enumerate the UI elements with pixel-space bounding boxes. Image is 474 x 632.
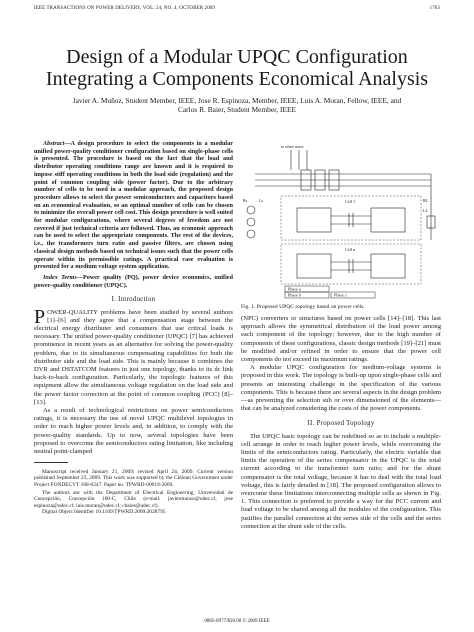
intro-paragraph-1-text: OWER-QUALITY problems have been studied by several authors [1]–[6] and they agree that a compensation stage between the electrical energy distributer and consumers that use critical loads is necessary. The unified power-quality conditioner (UPQC) [7] has achieved prominence in recent years as an alternative for solving the power-quality problem, due to its simultaneous compensating capabilities for both the distributor side and the load side. This is mainly because it combines the DVR and DSTATCOM features in just one topology, thanks to its dc link back-to-back configuration. Particularly, the topologic features of this equipment allow the simultaneous voltage regulation on the load side and the power factor correction at the point of common coupling (PCC) [8]–[13]. xyxy=(34,308,233,406)
label-rl: RL xyxy=(423,198,429,203)
label-ls: Ls xyxy=(259,198,264,203)
running-header xyxy=(34,6,440,14)
doi: Digital Object Identifier 10.1109/TPWRD.2009.2028795 xyxy=(42,509,166,516)
page-number: 1763 xyxy=(429,6,440,11)
label-phase-b: Phase b xyxy=(288,292,301,298)
abstract xyxy=(34,140,233,271)
upqc-topology-diagram xyxy=(241,140,441,302)
label-phase-c: Phase c xyxy=(334,292,347,298)
journal-name: IEEE TRANSACTIONS ON POWER DELIVERY, VOL. 24, NO. 4, OCTOBER 2009 xyxy=(34,6,215,11)
right-column xyxy=(241,140,441,531)
cell-1-series-converter xyxy=(297,208,331,232)
author-list xyxy=(34,96,440,114)
section-heading-introduction: I. Introduction xyxy=(111,296,156,304)
right-paragraph-1: (NPC) converters or structures based on power cells [14]–[18]. This last approach allows the symmetrical distribution of the load power among each component of the topology; however, due to the high number of components of these configurations, classic design methods [19]–[21] must be modified and/or refined in order to ensure that the power cell components do not exceed its maximum ratings. xyxy=(241,315,441,364)
label-phase-a: Phase a xyxy=(288,286,301,292)
footnote-rule xyxy=(34,462,68,463)
right-paragraph-2: A modular UPQC configuration for medium-voltage systems is proposed in this work. The topology is built-up upon single-phase cells and presents an interesting challenge in the specification of the various components. This is because there are several aspects in the design problem—as preventing the selection sub or over dimensioned of the elements—that can be analyzed considering the costs of the power components. xyxy=(241,364,441,413)
page-footer: 0885-8977/$26.00 © 2009 IEEE xyxy=(204,619,270,624)
figure-1 xyxy=(241,140,441,302)
index-terms xyxy=(34,274,233,289)
label-other-users: to other users xyxy=(281,144,304,149)
section-heading-proposed-topology: II. Proposed Topology xyxy=(307,420,375,428)
paper-title: Design of a Modular UPQC Configuration Integrating a Components Economical Analysis xyxy=(45,46,429,90)
cell-n-shunt-converter xyxy=(371,254,405,278)
intro-paragraph-2: As a result of technological restrictions on power semiconductors ratings, it is necessary the use of novel UPQC multilevel topologies in order to reach higher power levels and, in addition, to comply with the power-quality standards. Up to now, several topologies have been proposed to overcome the semiconductors rating limitation, like including neutral point-clamped xyxy=(34,407,233,456)
source-left-c xyxy=(247,230,255,238)
label-rs: Rs xyxy=(243,198,248,203)
label-cell-1: Cell 1 xyxy=(345,199,356,204)
right-paragraph-3: The UPQC basic topology can be redefined so as to include a multiple-cell arrange in order to reach higher power levels, while overcoming the limits of the semiconductors rating. Particularly, the electric variable that limits the operation of the series compensator in the UPQC is the total current according to the transformer turn ratio; and for the shunt compensator is the total voltage, because it has to deal with the total load voltage, this is fairly detailed in [18]. The proposed configuration allows to overcome these limitations interconnecting multiple cells as shown in Fig. 1. This connection is preferred to provide a way for the PCC current and load voltage to be shared among all the modules of the configuration. This justifies the parallel connection at the series side of the cells and the series connection at the shunt side of the cells. xyxy=(241,432,441,530)
drop-cap: P xyxy=(34,305,46,328)
cell-n-series-converter xyxy=(297,254,331,278)
abstract-text: —A design procedure to select the components in a modular unified power-quality conditioner configuration based on single-phase cells is presented. The procedure is based on the fact that the load and distributor operating conditions range are known and it is required to impose stiff operating conditions in both the load side (regulation) and the point of common coupling side (power factor). Due to the arbitrary number of cells to be used in a modular approach, the proposed design procedure allows to select the power semiconductors and capacitors based on an economical evaluation, so an optimal number of cells can be chosen to minimize the overall power cell cost. This design procedure is well suited for modular configurations, where several degrees of freedom are not covered if just technical criteria are followed. Thus, an economic approach can be used to select the appropriate components. The rest of the devices, i.e., the transformers turn ratio and passive filters, are chosen using classical design methods based on technical issues such that the power cells operate within its permissible ratings. A practical case evaluation is presented for a medium voltage system application. xyxy=(34,140,233,271)
authors-line-2: Carlos R. Baier, Student Member, IEEE xyxy=(177,105,297,114)
abstract-lead: Abstract xyxy=(43,140,65,147)
footnote-affiliation: The authors are with the Department of Electrical Engineering, Universidad de Concepción, Concepción 160-C, Chile (e-mail: javiermunoz@udec.cl; jose espinoza@udec.cl; luis.moran@udec.cl; cbaier@udec.cl). xyxy=(34,489,233,509)
source-left-b xyxy=(247,218,255,226)
label-ll: LL xyxy=(423,208,429,213)
label-cell-n: Cell n xyxy=(345,247,356,252)
left-column xyxy=(34,140,233,516)
cell-1-shunt-converter xyxy=(371,208,405,232)
index-terms-text: —Power quality (PQ), power device economics, unified power-quality conditioner (UPQC). xyxy=(34,273,233,289)
figure-1-caption: Fig. 1. Proposed UPQC topology based on power cells. xyxy=(241,304,365,310)
intro-paragraph-1 xyxy=(34,305,233,407)
index-terms-lead: Index Terms xyxy=(43,273,77,281)
source-left-a xyxy=(247,206,255,214)
authors-line-1: Javier A. Muñoz, Student Member, IEEE, Jose R. Espinoza, Member, IEEE, Luis A. Moran, Fellow, IEEE, and xyxy=(72,96,402,105)
footnote-manuscript: Manuscript received January 21, 2009; revised April 24, 2009. Current version published September 23, 2009. This work was supported by the Chilean Government under Project FONDECYT 108-0247. Paper no. TPWRD-00019-2009. xyxy=(34,468,233,488)
